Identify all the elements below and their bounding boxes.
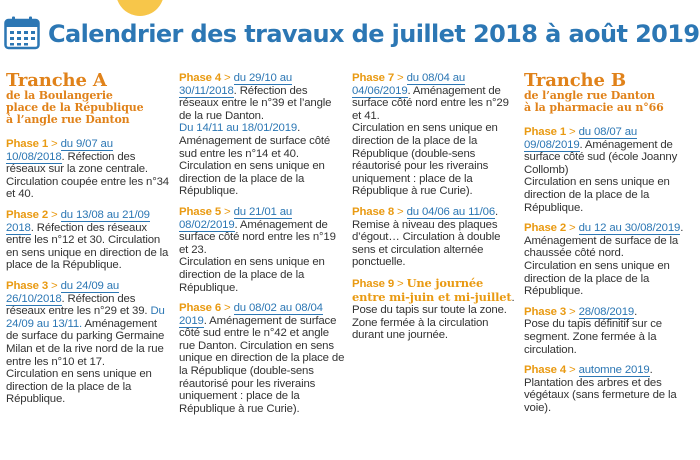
phase-a7: Phase 7 > du 08/04 au 04/06/2019. Aménagement de surface côté nord entre les n°29 et 41. Circulation en sens unique en direction de la place de la République (double-sens réautorisé pour les riverains uniquement : place de la République à rue Curie).	[352, 72, 509, 198]
phase-text: Réfection des réseaux entre les n°12 et 30. Circulation en sens unique en direction de la place de la République.	[6, 221, 169, 272]
column-tranche-a-3	[352, 72, 516, 350]
phase-separator: >	[48, 208, 61, 221]
phase-dates: du 12 au 30/08/2019	[578, 222, 681, 235]
phase-separator: >	[566, 222, 579, 235]
phase-label: Phase 3	[6, 279, 49, 292]
phase-label: Phase 5	[179, 205, 222, 218]
phase-separator: >	[221, 205, 234, 218]
phase-separator: >	[221, 302, 234, 315]
phase-a5: Phase 5 > du 21/01 au 08/02/2019. Aménagement de surface côté nord entre les n°19 et 23. Circulation en sens unique en direction de la place de la République.	[179, 205, 336, 294]
phase-a3: Phase 3 > du 24/09 au 26/10/2018. Réfection des réseaux entre les n°29 et 39. Du 24/09 au 13/11. Aménagement de surface du parking Germaine Milan et de la rive nord de la rue entre les n°10 et 17. Circulation en sens unique en direction de la place de la République.	[6, 279, 165, 406]
phase-label: Phase 4	[524, 364, 567, 377]
tranche-a-subtitle-line-2: place de la République	[6, 101, 144, 114]
phase-separator: >	[221, 72, 234, 84]
tranche-b-title: Tranche B	[524, 70, 626, 91]
page-title: Calendrier des travaux de juillet 2018 à août 2019	[48, 20, 700, 48]
phase-separator: >	[394, 277, 407, 290]
phase-text-2: Circulation en sens unique en direction de la place de la République (double-sens réautorisé pour les riverains uniquement : place de la République à rue Curie).	[352, 122, 498, 198]
phase-text: Réfection des réseaux sur la zone centrale. Circulation coupée entre les n°34 et 40.	[6, 150, 169, 201]
phase-dates: 28/08/2019	[578, 305, 635, 318]
phase-text: Réfection des réseaux entre le n°39 et l’angle de la rue Danton.	[179, 84, 332, 122]
phase-a6: Phase 6 > du 08/02 au 08/04 2019. Aménagement de surface côté sud entre le n°42 et angle rue Danton. Circulation en sens unique en direction de la place de la République (double-sens réautorisé pour les riverains uniquement : place de la République à rue Curie).	[179, 302, 345, 415]
phase-dates: du 9/07 au 10/08/2018	[6, 138, 113, 163]
phase-label: Phase 3	[524, 305, 567, 318]
phase-dates: du 29/10 au 30/11/2018	[179, 72, 293, 97]
phase-text-2: Circulation en sens unique en direction de la place de la République.	[179, 256, 325, 294]
tranche-b-subtitle-line-1: de l’angle rue Danton	[524, 89, 655, 102]
phase-a2: Phase 2 > du 13/08 au 21/09 2018. Réfection des réseaux entre les n°12 et 30. Circulation en sens unique en direction de la place de la République.	[6, 208, 169, 272]
phase-dates-secondary: Du 24/09 au 13/11.	[6, 305, 165, 330]
phase-label: Phase 1	[524, 126, 567, 138]
phase-text: Aménagement de surface côté nord entre les n°19 et 23.	[179, 218, 336, 256]
column-tranche-a	[6, 72, 170, 414]
phase-dates: du 24/09 au 26/10/2018	[6, 279, 120, 305]
phase-separator: >	[566, 305, 579, 318]
phase-dates: du 08/02 au 08/04 2019	[179, 302, 323, 327]
phase-text: Pose du tapis sur toute la zone. Zone fermée à la circulation durant une journée.	[352, 304, 507, 342]
calendar-icon	[4, 16, 40, 50]
phase-text: Aménagement de surface côté sud (école Joanny Collomb)	[524, 138, 678, 176]
phase-label: Phase 9	[352, 277, 395, 290]
phase-text: Réfection des réseaux entre les n°29 et 39.	[6, 292, 148, 318]
phase-b2: Phase 2 > du 12 au 30/08/2019. Aménagement de surface de la chaussée côté nord. Circulation en sens unique en direction de la place de la République.	[524, 222, 684, 298]
phase-text-2: Aménagement de surface côté sud entre les n°14 et 40. Circulation en sens unique en direction de la place de la République.	[179, 134, 331, 198]
sun-decoration	[116, 0, 164, 16]
phase-dates: du 21/01 au 08/02/2019	[179, 205, 293, 231]
phase-text: Pose du tapis définitif sur ce segment. Zone fermée à la circulation.	[524, 318, 662, 356]
phase-a1: Phase 1 > du 9/07 au 10/08/2018. Réfection des réseaux sur la zone centrale. Circulation coupée entre les n°34 et 40.	[6, 138, 169, 201]
phase-label: Phase 1	[6, 138, 49, 150]
phase-b3: Phase 3 > 28/08/2019. Pose du tapis définitif sur ce segment. Zone fermée à la circulation.	[524, 305, 662, 356]
phase-text-2: Circulation en sens unique en direction de la place de la République.	[524, 259, 670, 298]
phase-dates: Une journée entre mi-juin et mi-juillet	[352, 275, 512, 304]
phase-separator: >	[48, 138, 61, 150]
phase-separator: >	[394, 205, 407, 218]
phase-text: Aménagement de surface côté nord entre les n°29 et 41.	[352, 84, 509, 122]
phase-dates: du 04/06 au 11/06	[406, 205, 496, 218]
phase-text-3: Circulation en sens unique en direction de la place de la République.	[6, 368, 152, 406]
tranche-b-subtitle	[524, 90, 694, 114]
phase-label: Phase 4	[179, 72, 222, 84]
phase-separator: >	[48, 279, 61, 292]
tranche-a-subtitle-line-1: de la Boulangerie	[6, 89, 113, 102]
phase-dates: du 08/07 au 09/08/2019	[524, 126, 638, 151]
phase-label: Phase 2	[524, 222, 567, 235]
phase-dates: automne 2019	[578, 364, 650, 377]
column-tranche-a-2	[179, 72, 345, 423]
tranche-a-subtitle	[6, 90, 170, 126]
phase-separator: >	[566, 126, 579, 138]
column-tranche-b	[524, 72, 694, 422]
tranche-a-subtitle-line-3: à l’angle rue Danton	[6, 113, 130, 126]
phase-text: Aménagement de surface de la chaussée côté nord.	[524, 234, 679, 260]
phase-text: Remise à niveau des plaques d’égout… Circulation à double sens et circulation alternée ponctuelle.	[352, 218, 501, 269]
phase-a8: Phase 8 > du 04/06 au 11/06. Remise à niveau des plaques d’égout… Circulation à double sens et circulation alternée ponctuelle.	[352, 205, 501, 269]
tranche-b-subtitle-line-2: à la pharmacie au n°66	[524, 101, 664, 114]
phase-label: Phase 8	[352, 205, 395, 218]
phase-dates-secondary: Du 14/11 au 18/01/2019	[179, 122, 298, 135]
phase-text-2: Aménagement de surface du parking Germaine Milan et de la rive nord de la rue entre les n°10 et 17.	[6, 317, 165, 368]
phase-dates: du 08/04 au 04/06/2019	[352, 72, 466, 97]
phase-text: Aménagement de surface côté sud entre le n°42 et angle rue Danton. Circulation en sens unique en direction de la place de la République (double-sens réautorisé pour les riverains uniquement : place de la République à rue Curie).	[179, 314, 345, 415]
phase-dates: du 13/08 au 21/09 2018	[6, 208, 150, 234]
phase-a9: Phase 9 > Une journée entre mi-juin et mi-juillet. Pose du tapis sur toute la zone. Zone fermée à la circulation durant une journée.	[352, 275, 515, 342]
phase-a4: Phase 4 > du 29/10 au 30/11/2018. Réfection des réseaux entre le n°39 et l’angle de la rue Danton. Du 14/11 au 18/01/2019. Aménagement de surface côté sud entre les n°14 et 40. Circulation en sens unique en direction de la place de la République.	[179, 72, 332, 198]
phase-b1: Phase 1 > du 08/07 au 09/08/2019. Aménagement de surface côté sud (école Joanny Collomb) Circulation en sens unique en direction de la place de la République.	[524, 126, 678, 214]
tranche-a-title: Tranche A	[6, 70, 107, 91]
phase-label: Phase 7	[352, 72, 395, 84]
phase-label: Phase 6	[179, 302, 222, 315]
phase-separator: >	[394, 72, 407, 84]
phase-separator: >	[566, 364, 579, 377]
phase-b4: Phase 4 > automne 2019. Plantation des arbres et des végétaux (sans fermeture de la voie).	[524, 364, 677, 414]
phase-label: Phase 2	[6, 208, 49, 221]
phase-text-2: Circulation en sens unique en direction de la place de la République.	[524, 176, 670, 214]
phase-text: Plantation des arbres et des végétaux (sans fermeture de la voie).	[524, 376, 677, 414]
